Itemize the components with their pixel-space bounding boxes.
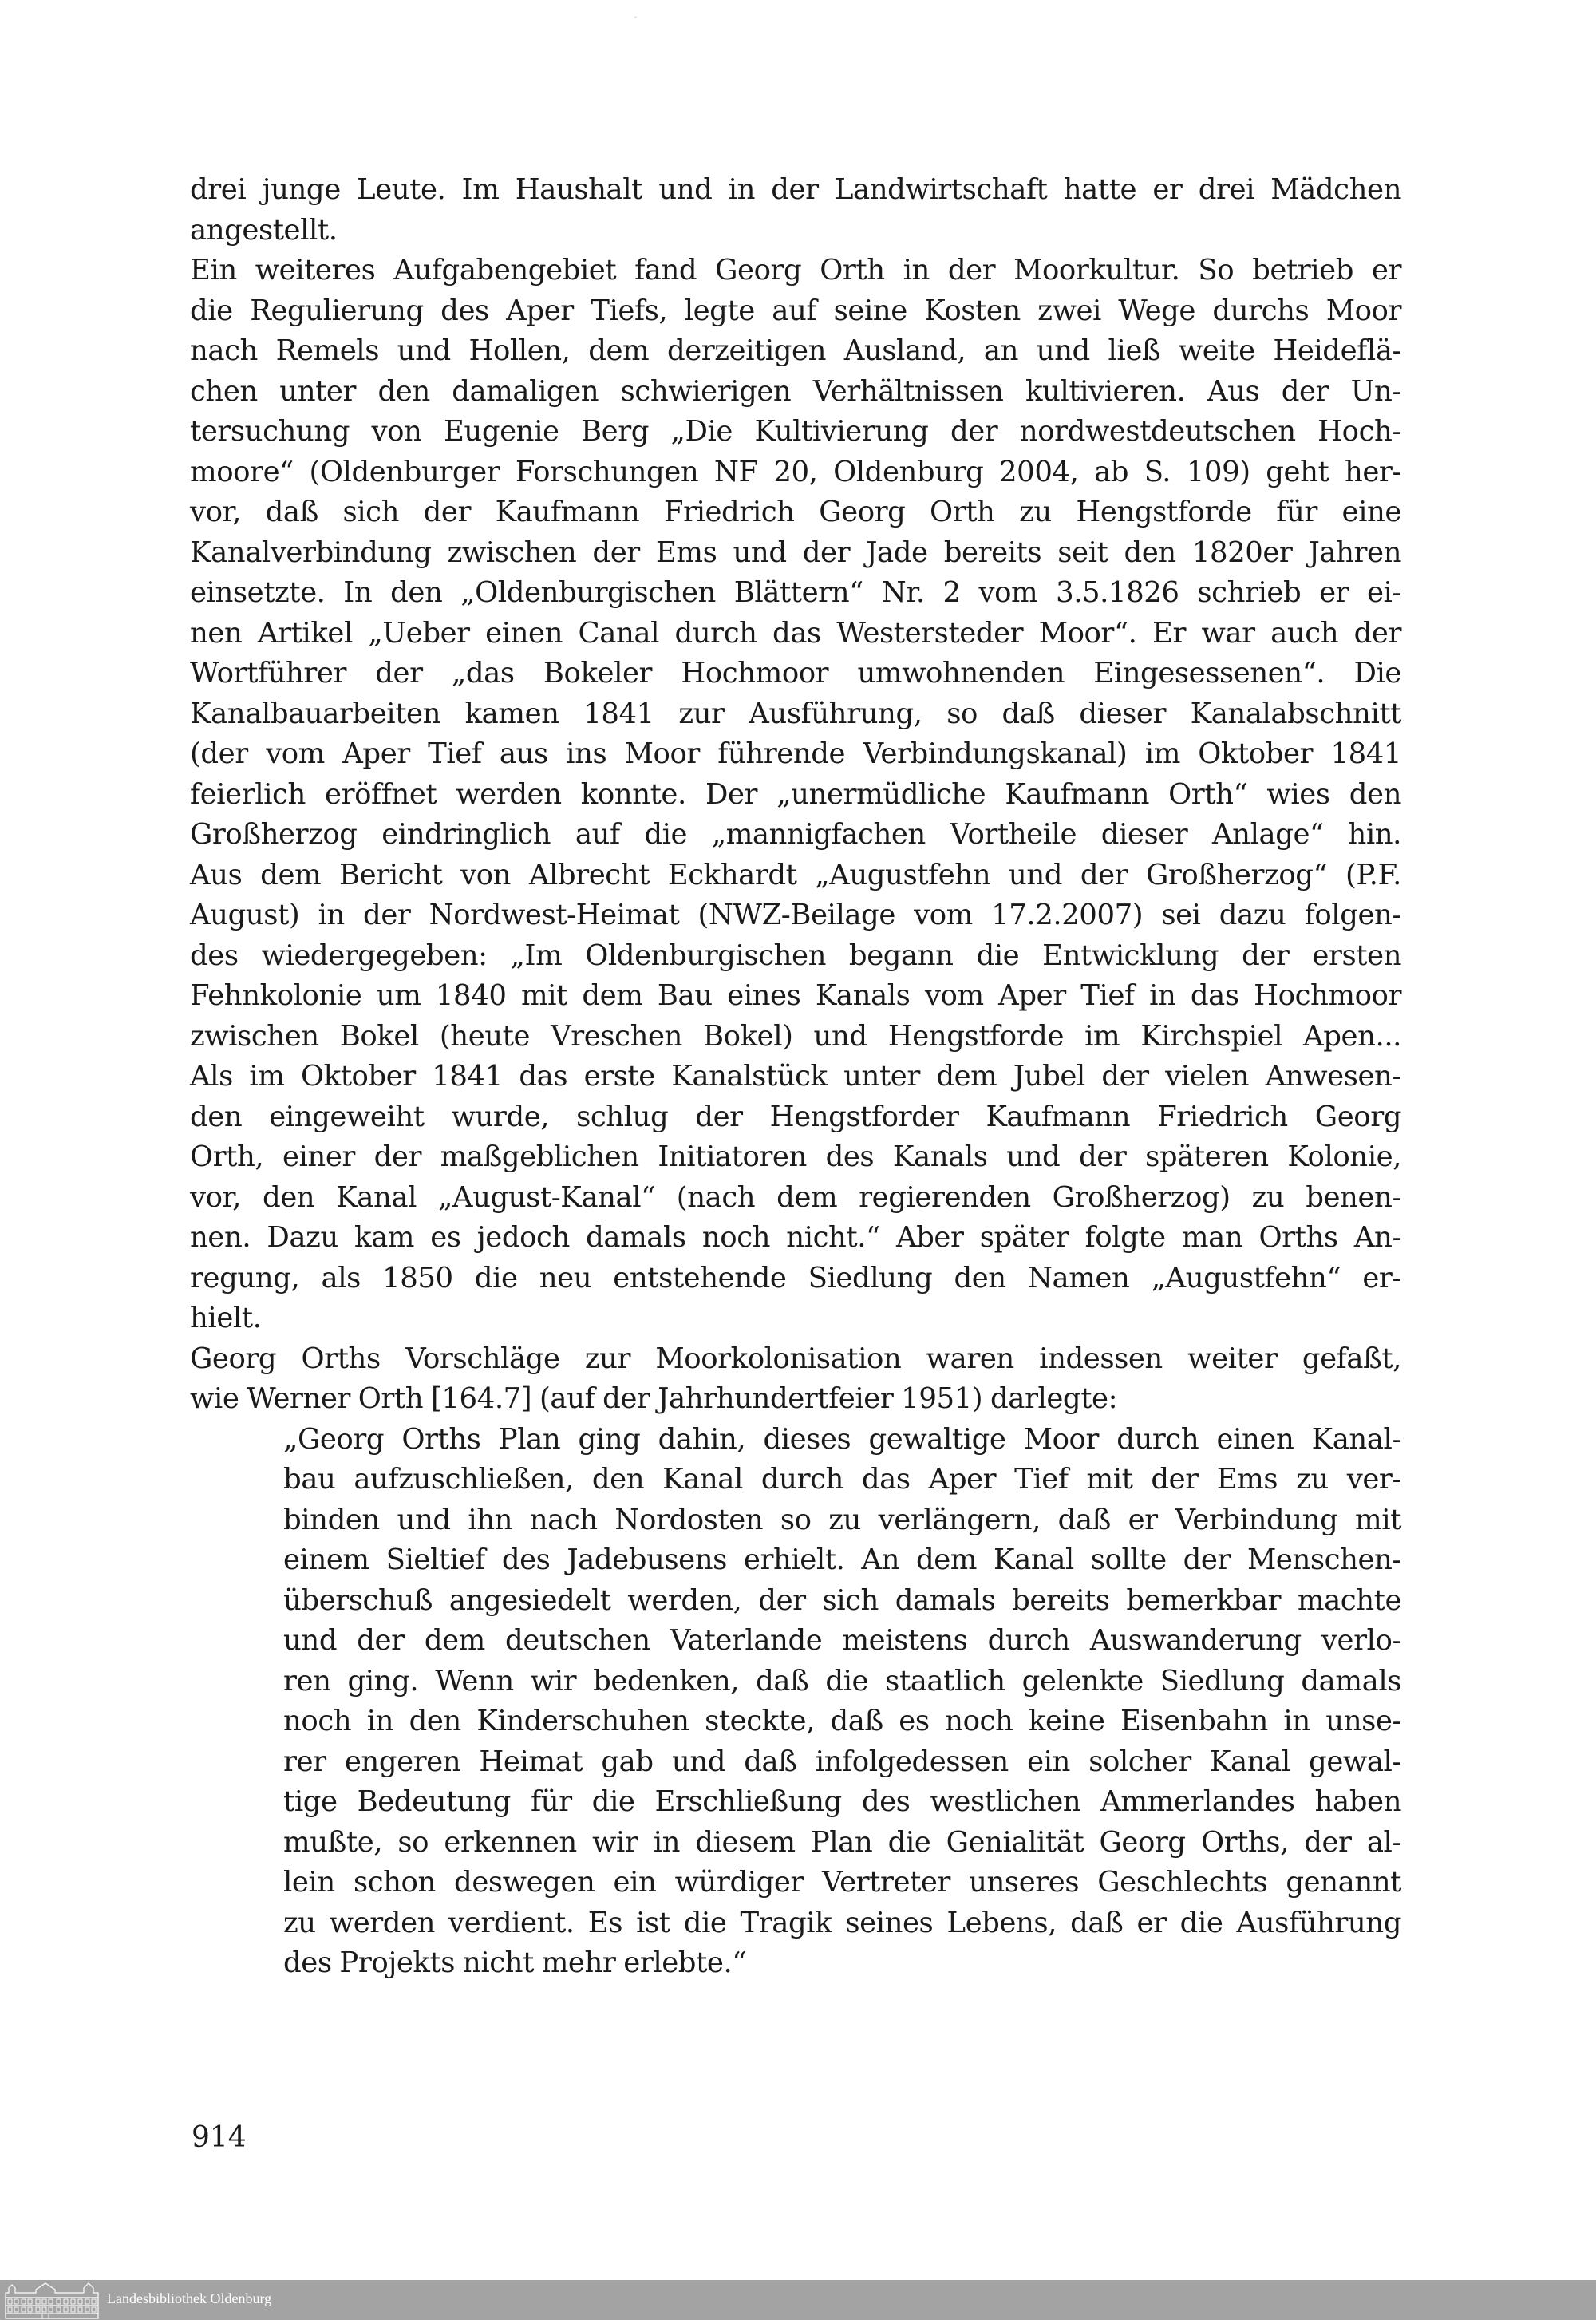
text-line: vor, den Kanal „August-Kanal“ (nach dem regierenden Großherzog) zu benen- bbox=[190, 1180, 1401, 1214]
text-line: chen unter den damaligen schwierigen Verhältnissen kultivieren. Aus der Un- bbox=[190, 374, 1401, 408]
text-line: Kanalbauarbeiten kamen 1841 zur Ausführung, so daß dieser Kanalabschnitt bbox=[190, 697, 1401, 730]
text-line: wie Werner Orth [164.7] (auf der Jahrhundertfeier 1951) darlegte: bbox=[190, 1382, 1118, 1415]
text-line: nen Artikel „Ueber einen Canal durch das Westersteder Moor“. Er war auch der bbox=[190, 616, 1401, 650]
block-quote bbox=[190, 1420, 1401, 1984]
text-line: Ein weiteres Aufgabengebiet fand Georg Orth in der Moorkultur. So betrieb er bbox=[190, 254, 1401, 287]
text-line: nen. Dazu kam es jedoch damals noch nicht.“ Aber später folgte man Orths An- bbox=[190, 1221, 1401, 1254]
quote-line: rer engeren Heimat gab und daß infolgedessen ein solcher Kanal gewal- bbox=[283, 1745, 1401, 1778]
text-line: angestellt. bbox=[190, 213, 338, 247]
quote-line: mußte, so erkennen wir in diesem Plan die Genialität Georg Orths, der al- bbox=[283, 1825, 1401, 1859]
text-line: zwischen Bokel (heute Vreschen Bokel) und Hengstforde im Kirchspiel Apen... bbox=[190, 1019, 1401, 1053]
body-text bbox=[190, 170, 1401, 1984]
text-line: Aus dem Bericht von Albrecht Eckhardt „Augustfehn und der Großherzog“ (P.F. bbox=[190, 858, 1401, 891]
library-footer-bar bbox=[0, 2280, 1596, 2320]
text-line: den eingeweiht wurde, schlug der Hengstforder Kaufmann Friedrich Georg bbox=[190, 1100, 1401, 1133]
text-line: Georg Orths Vorschläge zur Moorkolonisation waren indessen weiter gefaßt, bbox=[190, 1342, 1401, 1375]
text-line: einsetzte. In den „Oldenburgischen Blättern“ Nr. 2 vom 3.5.1826 schrieb er ei- bbox=[190, 576, 1401, 609]
paragraph bbox=[190, 1339, 1401, 1420]
text-line: regung, als 1850 die neu entstehende Siedlung den Namen „Augustfehn“ er- bbox=[190, 1261, 1401, 1294]
quote-line: tige Bedeutung für die Erschließung des westlichen Ammerlandes haben bbox=[283, 1785, 1401, 1818]
quote-line: überschuß angesiedelt werden, der sich damals bereits bemerkbar machte bbox=[283, 1583, 1401, 1617]
quote-line: lein schon deswegen ein würdiger Vertreter unseres Geschlechts genannt bbox=[283, 1866, 1401, 1899]
text-line: die Regulierung des Aper Tiefs, legte auf seine Kosten zwei Wege durchs Moor bbox=[190, 294, 1401, 327]
paragraph bbox=[190, 251, 1401, 1339]
text-line: Wortführer der „das Bokeler Hochmoor umwohnenden Eingesessenen“. Die bbox=[190, 657, 1401, 690]
text-line: (der vom Aper Tief aus ins Moor führende Verbindungskanal) im Oktober 1841 bbox=[190, 737, 1401, 770]
paragraph bbox=[190, 170, 1401, 251]
text-line: Orth, einer der maßgeblichen Initiatoren des Kanals und der späteren Kolonie, bbox=[190, 1140, 1401, 1173]
text-line: Als im Oktober 1841 das erste Kanalstück unter dem Jubel der vielen Anwesen- bbox=[190, 1060, 1401, 1093]
text-line: Kanalverbindung zwischen der Ems und der Jade bereits seit den 1820er Jahren bbox=[190, 536, 1401, 569]
quote-line: einem Sieltief des Jadebusens erhielt. An dem Kanal sollte der Menschen- bbox=[283, 1543, 1401, 1576]
text-line: August) in der Nordwest-Heimat (NWZ-Beilage vom 17.2.2007) sei dazu folgen- bbox=[190, 899, 1401, 931]
text-line: des wiedergegeben: „Im Oldenburgischen begann die Entwicklung der ersten bbox=[190, 939, 1401, 972]
text-line: Großherzog eindringlich auf die „mannigfachen Vortheile dieser Anlage“ hin. bbox=[190, 818, 1401, 851]
text-line: moore“ (Oldenburger Forschungen NF 20, Oldenburg 2004, ab S. 109) geht her- bbox=[190, 455, 1401, 488]
library-name: Landesbibliothek Oldenburg bbox=[107, 2290, 272, 2306]
text-line: Fehnkolonie um 1840 mit dem Bau eines Kanals vom Aper Tief in das Hochmoor bbox=[190, 979, 1401, 1012]
quote-line: und der dem deutschen Vaterlande meistens durch Auswanderung verlo- bbox=[283, 1624, 1401, 1657]
scan-artifact bbox=[634, 16, 637, 18]
quote-line: zu werden verdient. Es ist die Tragik seines Lebens, daß er die Ausführung bbox=[283, 1906, 1401, 1939]
quote-line: binden und ihn nach Nordosten so zu verlängern, daß er Verbindung mit bbox=[283, 1503, 1401, 1536]
quote-line: ren ging. Wenn wir bedenken, daß die staatlich gelenkte Siedlung damals bbox=[283, 1664, 1401, 1698]
quote-line: bau aufzuschließen, den Kanal durch das Aper Tief mit der Ems zu ver- bbox=[283, 1463, 1401, 1496]
text-line: drei junge Leute. Im Haushalt und in der Landwirtschaft hatte er drei Mädchen bbox=[190, 173, 1401, 206]
text-line: tersuchung von Eugenie Berg „Die Kultivierung der nordwestdeutschen Hoch- bbox=[190, 415, 1401, 448]
page-number: 914 bbox=[192, 2121, 247, 2154]
quote-line: noch in den Kinderschuhen steckte, daß es noch keine Eisenbahn in unse- bbox=[283, 1705, 1401, 1737]
text-line: vor, daß sich der Kaufmann Friedrich Georg Orth zu Hengstforde für eine bbox=[190, 496, 1401, 528]
text-line: feierlich eröffnet werden konnte. Der „unermüdliche Kaufmann Orth“ wies den bbox=[190, 777, 1401, 811]
quote-line: „Georg Orths Plan ging dahin, dieses gewaltige Moor durch einen Kanal- bbox=[283, 1422, 1401, 1456]
text-line: nach Remels und Hollen, dem derzeitigen Ausland, an und ließ weite Heideflä- bbox=[190, 334, 1401, 367]
quote-line: des Projekts nicht mehr erlebte.“ bbox=[283, 1947, 746, 1979]
text-line: hielt. bbox=[190, 1302, 262, 1334]
library-building-icon bbox=[4, 2282, 100, 2320]
